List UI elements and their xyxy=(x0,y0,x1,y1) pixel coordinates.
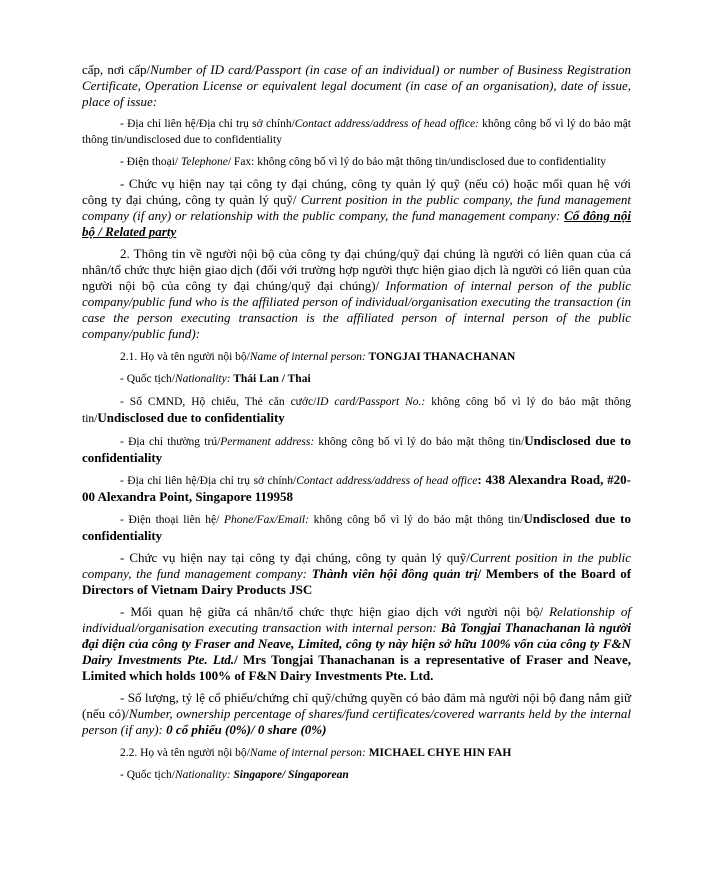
org-position: - Chức vụ hiện nay tại công ty đại chúng, công ty quản lý quỹ (nếu có) hoặc mối quan hệ với công ty đại chúng, công ty quản lý quỹ/ Current position in the public company, the fund management company (if any) or relationship with the public company, the fund management company: Cổ đông nội bộ / Related party xyxy=(82,176,631,239)
intro-en: Number of ID card/Passport (in case of an individual) or number of Business Registration Certificate, Operation License or equivalent legal document (in case of an organisation), date of issue, place of issue: xyxy=(82,62,631,109)
person1-permanent-address: - Địa chỉ thường trú/Permanent address: không công bố vì lý do bảo mật thông tin/Undisclosed due to confidentiality xyxy=(82,433,631,465)
person1-shares: - Số lượng, tỷ lệ cổ phiếu/chứng chỉ quỹ/chứng quyền có bảo đảm mà người nội bộ đang nắm giữ (nếu có)/Number, ownership percentage of shares/fund certificates/covered warrants held by the internal person (if any): 0 cổ phiếu (0%)/ 0 share (0%) xyxy=(82,690,632,737)
person1-phone: - Điện thoại liên hệ/ Phone/Fax/Email: không công bố vì lý do bảo mật thông tin/Undisclosed due to confidentiality xyxy=(82,511,631,543)
person1-name: 2.1. Họ và tên người nội bộ/Name of internal person: TONGJAI THANACHANAN xyxy=(120,351,516,363)
person2-nationality: - Quốc tịch/Nationality: Singapore/ Singaporean xyxy=(120,769,349,781)
document-page xyxy=(82,62,631,783)
person2-name: 2.2. Họ và tên người nội bộ/Name of internal person: MICHAEL CHYE HIN FAH xyxy=(120,747,512,759)
org-address: - Địa chỉ liên hệ/Địa chỉ trụ sở chính/Contact address/address of head office: không công bố vì lý do bảo mật thông tin/undisclosed due to confidentiality xyxy=(82,118,631,146)
intro-vn: cấp, nơi cấp/ xyxy=(82,62,151,77)
intro-paragraph xyxy=(82,62,631,110)
person1-contact-address: - Địa chỉ liên hệ/Địa chỉ trụ sở chính/Contact address/address of head office: 438 Alexandra Road, #20-00 Alexandra Point, Singapore 119958 xyxy=(82,472,631,504)
org-phone: - Điện thoại/ Telephone/ Fax: không công bố vì lý do bảo mật thông tin/undisclosed due to confidentiality xyxy=(120,156,607,168)
person1-relationship: - Mối quan hệ giữa cá nhân/tổ chức thực hiện giao dịch với người nội bộ/ Relationship of individual/organisation executing transaction with internal person: Bà Tongjai Thanachanan là người đại diện của công ty Fraser and Neave, Limited, công ty này hiện sở hữu 100% vốn của công ty F&N Dairy Investments Pte. Ltd./ Mrs Tongjai Thanachanan is a representative of Fraser and Neave, Limited which holds 100% of F&N Dairy Investments Pte. Ltd. xyxy=(82,604,632,683)
person1-nationality: - Quốc tịch/Nationality: Thái Lan / Thai xyxy=(120,373,311,385)
section-2-heading: 2. Thông tin về người nội bộ của công ty đại chúng/quỹ đại chúng là người có liên quan của cá nhân/tổ chức thực hiện giao dịch (đối với trường hợp người thực hiện giao dịch là người có liên quan của người nội bộ của công ty đại chúng/quỹ đại chúng)/ Information of internal person of the public company/public fund who is the affiliated person of individual/organisation executing the transaction (in case the person executing transaction is the affiliated person of internal person of the public company/public fund): xyxy=(82,246,631,341)
person1-position: - Chức vụ hiện nay tại công ty đại chúng, công ty quản lý quỹ/Current position in the public company, the fund management company: Thành viên hội đồng quản trị/ Members of the Board of Directors of Vietnam Dairy Products JSC xyxy=(82,550,632,597)
person1-id: - Số CMND, Hộ chiếu, Thẻ căn cước/ID card/Passport No.: không công bố vì lý do bảo mật thông tin/Undisclosed due to confidentiality xyxy=(82,396,631,425)
